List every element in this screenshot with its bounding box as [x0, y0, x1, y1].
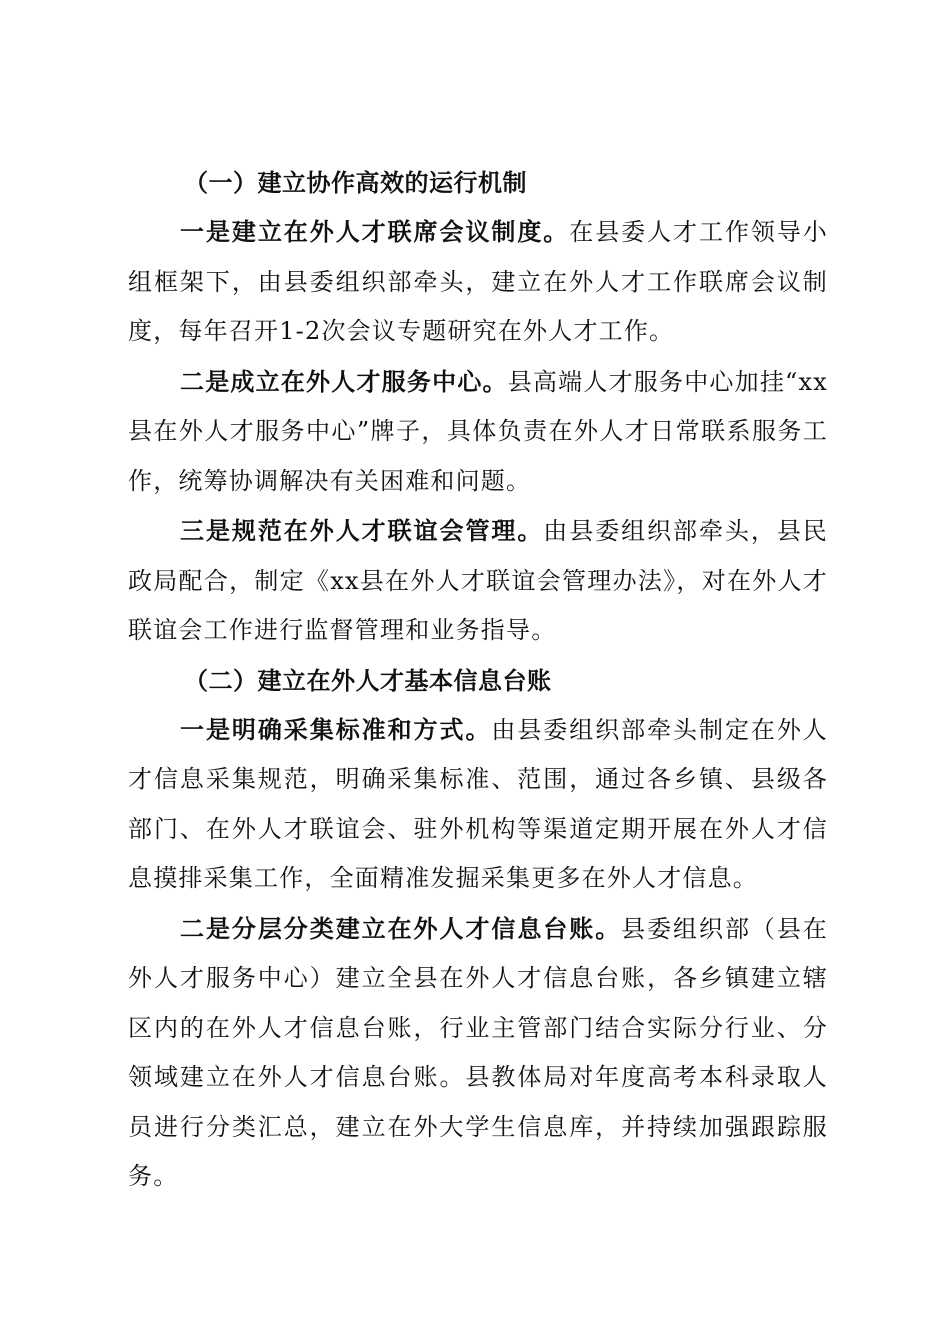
paragraph-lead: 一是明确采集标准和方式。 [180, 714, 492, 744]
section-heading-2: （二）建立在外人才基本信息台账 [184, 665, 552, 695]
paragraph-2-2 [128, 904, 828, 1202]
paragraph-1-3 [128, 506, 828, 656]
section-heading-1: （一）建立协作高效的运行机制 [184, 168, 527, 197]
paragraph-2-1 [128, 705, 828, 904]
paragraph-lead: 三是规范在外人才联谊会管理。 [180, 516, 544, 545]
paragraph-body: 在县委人才工作领导小组框架下，由县委组织部牵头，建立在外人才工作联席会议制度，每年召开1-2次会议专题研究在外人才工作。 [128, 218, 828, 345]
paragraph-body: 县高端人才服务中心加挂“xx县在外人才服务中心”牌子，具体负责在外人才日常联系服务工作，统筹协调解决有关困难和问题。 [128, 367, 828, 495]
document-body [128, 158, 828, 1202]
paragraph-1-1 [128, 207, 828, 357]
paragraph-body: 由县委组织部牵头制定在外人才信息采集规范，明确采集标准、范围，通过各乡镇、县级各部门、在外人才联谊会、驻外机构等渠道定期开展在外人才信息摸排采集工作，全面精准发掘采集更多在外人才信息。 [128, 715, 828, 892]
paragraph-lead: 二是分层分类建立在外人才信息台账。 [180, 913, 622, 943]
paragraph-lead: 二是成立在外人才服务中心。 [180, 366, 508, 396]
paragraph-body: 县委组织部（县在外人才服务中心）建立全县在外人才信息台账，各乡镇建立辖区内的在外人才信息台账，行业主管部门结合实际分行业、分领域建立在外人才信息台账。县教体局对年度高考本科录取人员进行分类汇总，建立在外大学生信息库，并持续加强跟踪服务。 [128, 914, 828, 1190]
paragraph-1-2 [128, 357, 828, 507]
paragraph-lead: 一是建立在外人才联席会议制度。 [180, 217, 570, 246]
paragraph-body: 由县委组织部牵头，县民政局配合，制定《xx县在外人才联谊会管理办法》，对在外人才联谊会工作进行监督管理和业务指导。 [128, 517, 828, 644]
